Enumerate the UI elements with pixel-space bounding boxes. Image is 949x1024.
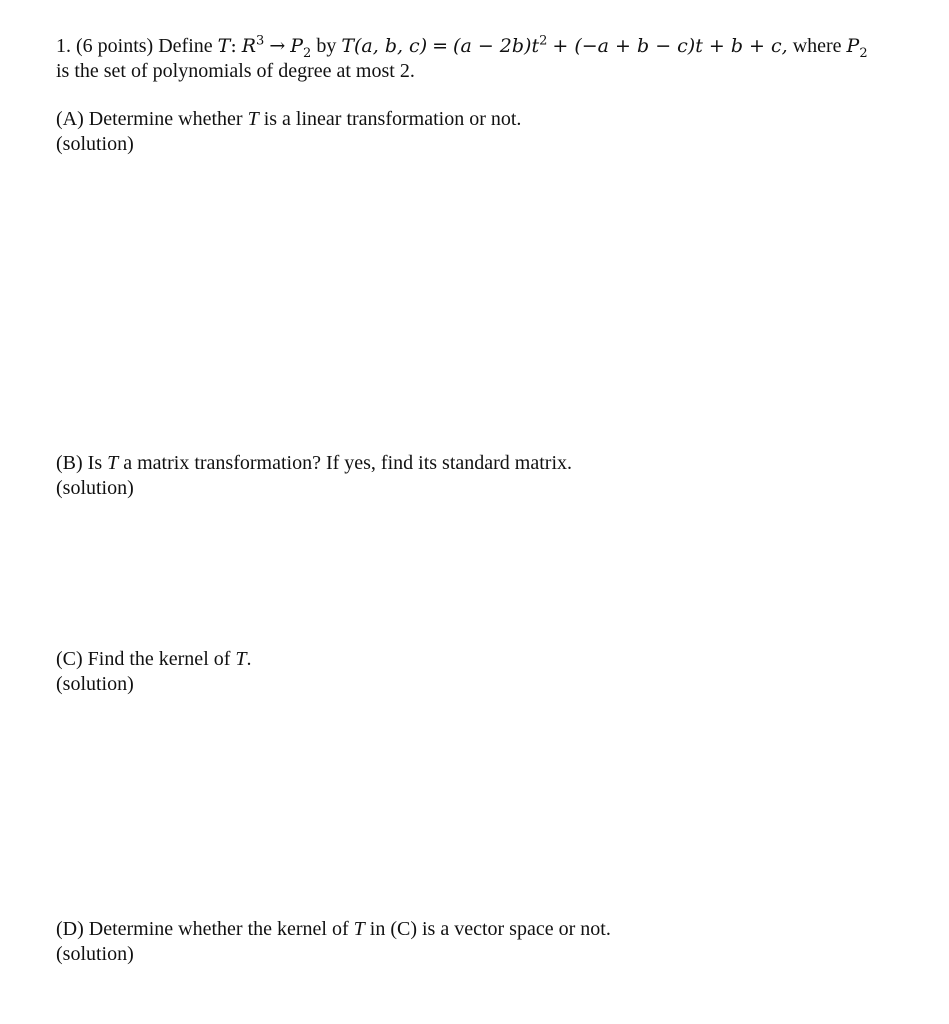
where-word: where [792, 35, 842, 57]
question-number: 1. [56, 35, 71, 57]
part-d-solution-label: (solution) [56, 943, 134, 965]
where-space: $P_2$ [846, 35, 868, 61]
question-points: (6 points) [76, 35, 154, 57]
part-a-solution-label: (solution) [56, 133, 134, 155]
map-name: T [217, 35, 231, 57]
where-subscript: 2 [859, 45, 868, 61]
formula-term-2: + (−a + b − c)t + b + c, [552, 35, 788, 57]
formula-lhs: T(a, b, c) [341, 35, 428, 57]
part-b-solution-label: (solution) [56, 477, 134, 499]
part-d-var: T [353, 918, 365, 940]
codomain-space: $P_2$ [290, 35, 312, 61]
term-1-exponent: 2 [539, 33, 548, 49]
part-b-var: T [107, 452, 119, 474]
by-word: by [316, 35, 337, 57]
part-b-prompt: (B) Is T a matrix transformation? If yes, find its standard matrix. [56, 452, 572, 474]
domain-exponent: 3 [256, 33, 265, 49]
part-d-prompt: (D) Determine whether the kernel of T in (C) is a vector space or not. [56, 918, 611, 940]
question-line-2: is the set of polynomials of degree at most 2. [56, 60, 415, 82]
question-line-1 [56, 33, 868, 61]
map-colon: : [230, 35, 237, 57]
equals-sign: = [432, 35, 449, 57]
part-c-var: T [235, 648, 247, 670]
part-a-prompt: (A) Determine whether T is a linear transformation or not. [56, 108, 522, 130]
part-c-solution-label: (solution) [56, 673, 134, 695]
part-a-var: T [247, 108, 259, 130]
part-c-prompt: (C) Find the kernel of T. [56, 648, 252, 670]
domain-space: $R^3$ [241, 33, 265, 57]
arrow-symbol: → [269, 35, 286, 57]
formula-term-1: $(a - 2b)t^2$ [453, 33, 548, 57]
define-word: Define [158, 35, 213, 57]
codomain-subscript: 2 [303, 45, 312, 61]
